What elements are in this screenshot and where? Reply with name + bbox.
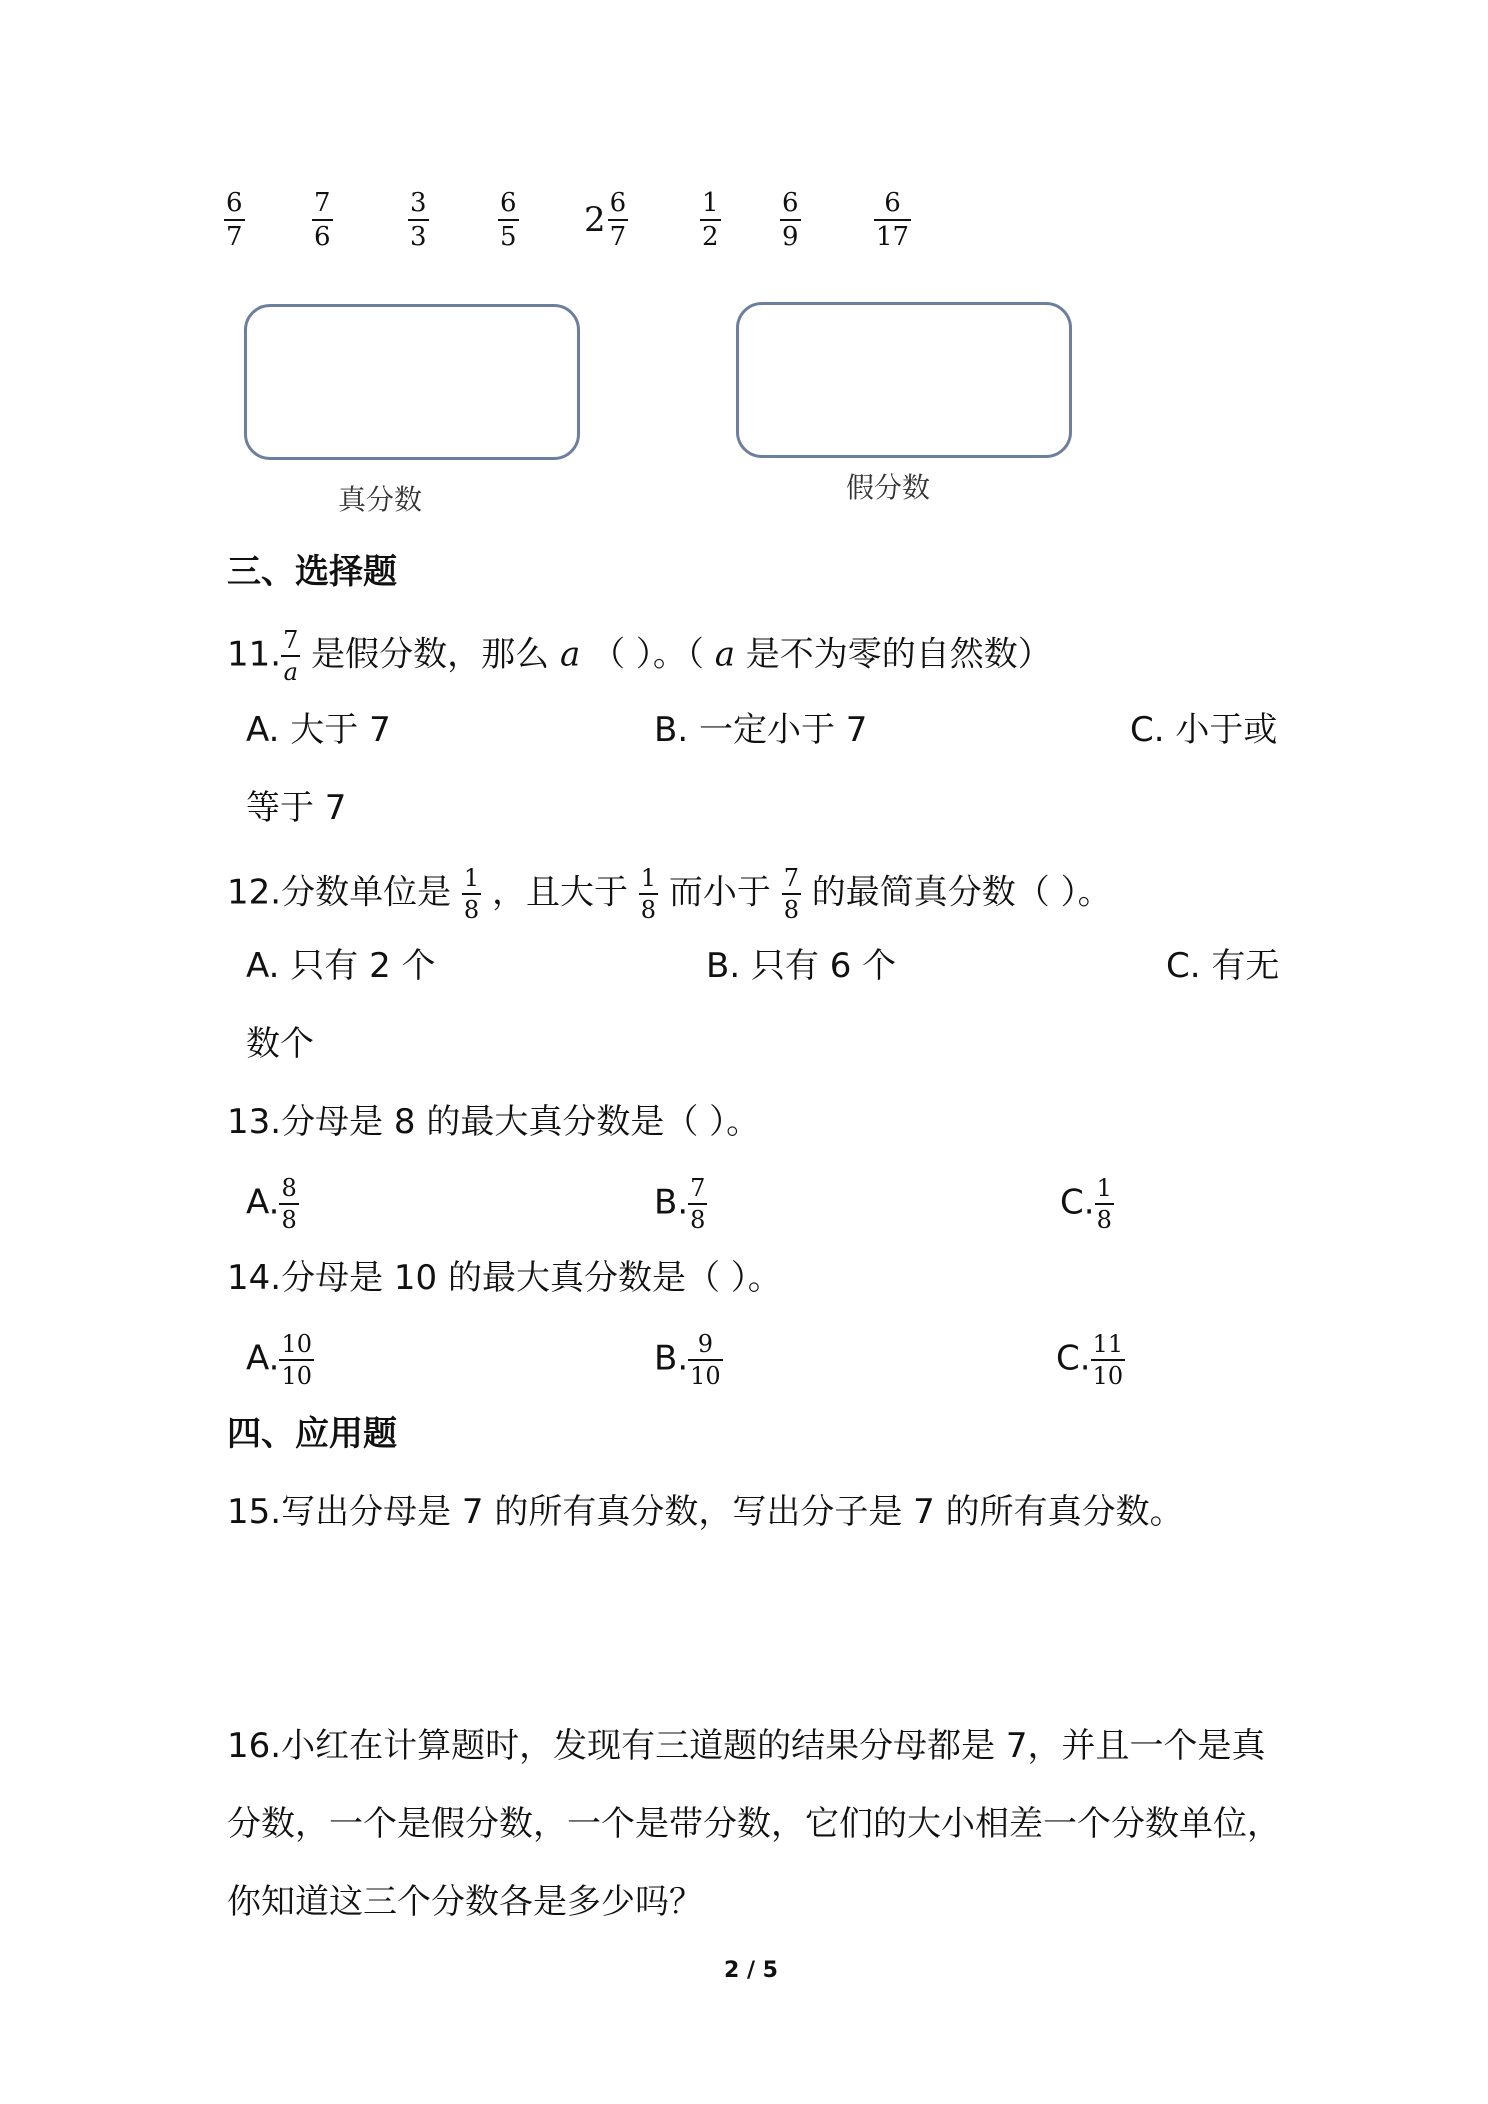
q11-text-1: 是假分数，那么	[300, 634, 560, 675]
fraction-numerator: 3	[410, 188, 427, 218]
fraction	[224, 190, 245, 250]
q11-option-b: B. 一定小于 7	[654, 710, 868, 750]
section-4-title: 四、应用题	[227, 1414, 397, 1454]
fraction	[312, 190, 333, 250]
fraction-denominator: 17	[876, 222, 910, 252]
fraction-denominator: 7	[226, 222, 243, 252]
fraction-whole-part: 2	[584, 200, 606, 240]
fraction-numerator: 6	[782, 188, 799, 218]
q12-option-b: B. 只有 6 个	[706, 946, 897, 986]
q11-text-2: （ ）。（	[580, 634, 715, 675]
q13-option-c: C. $\frac{1}{8}$	[1060, 1174, 1112, 1234]
q14-option-b: B. $\frac{9}{10}$	[654, 1330, 721, 1390]
q11-var-a-2: a	[714, 634, 735, 675]
fraction-denominator: 2	[702, 222, 719, 252]
fraction-item	[224, 190, 245, 250]
fraction	[780, 190, 801, 250]
q11-option-c: C. 小于或	[1130, 710, 1278, 750]
fraction-item	[408, 190, 429, 250]
fraction-numerator: 6	[884, 188, 901, 218]
proper-fraction-label: 真分数	[338, 483, 423, 516]
improper-fraction-label: 假分数	[846, 471, 931, 504]
question-16-line-1: 16.小红在计算题时，发现有三道题的结果分母都是 7，并且一个是真	[227, 1726, 1266, 1766]
proper-fraction-box	[244, 304, 580, 460]
section-3-title: 三、选择题	[227, 552, 397, 592]
q11-option-a: A. 大于 7	[246, 710, 391, 750]
fraction-denominator: 6	[314, 222, 331, 252]
fraction	[874, 190, 911, 250]
q13-option-b: B. $\frac{7}{8}$	[654, 1174, 706, 1234]
q11-text-3: 是不为零的自然数）	[734, 634, 1052, 675]
question-16-line-2: 分数，一个是假分数，一个是带分数，它们的大小相差一个分数单位，	[227, 1804, 1281, 1844]
q14-option-c: C. $\frac{11}{10}$	[1056, 1330, 1124, 1390]
fraction-numerator: 1	[702, 188, 719, 218]
q12-fraction-2: $\frac{1}{8}$	[640, 864, 657, 924]
question-16-line-3: 你知道这三个分数各是多少吗？	[227, 1882, 703, 1922]
q11-number: 11.	[227, 634, 282, 675]
q12-fraction-1: $\frac{1}{8}$	[463, 864, 480, 924]
fraction-item	[780, 190, 801, 250]
q12-option-c: C. 有无	[1166, 946, 1280, 986]
fraction-numerator: 6	[500, 188, 517, 218]
q12-option-c-cont: 数个	[246, 1024, 314, 1064]
fraction-denominator: 7	[609, 222, 627, 252]
q13-option-a: A. $\frac{8}{8}$	[246, 1174, 297, 1234]
question-11	[227, 628, 1052, 684]
fraction-numerator: 7	[314, 188, 331, 218]
improper-fraction-box	[736, 302, 1072, 458]
fraction-numerator: 6	[226, 188, 243, 218]
fraction-denominator: 3	[410, 222, 427, 252]
fraction-numerator: 6	[609, 188, 627, 218]
question-13: 13.分母是 8 的最大真分数是（ ）。	[227, 1102, 761, 1142]
q12-option-a: A. 只有 2 个	[246, 946, 436, 986]
question-14: 14.分母是 10 的最大真分数是（ ）。	[227, 1258, 782, 1298]
fraction	[608, 190, 629, 250]
fraction-item	[498, 190, 519, 250]
page-number: 2 / 5	[724, 1958, 778, 1983]
question-12: 12.分数单位是 $\frac{1}{8}$ ，且大于 $\frac{1}{8}$ 而小于 $\frac{7}{8}$ 的最简真分数（ ）。	[227, 864, 1112, 924]
fraction-item	[584, 190, 628, 250]
fraction-denominator: 5	[500, 222, 517, 252]
fraction-item	[874, 190, 911, 250]
fraction-item	[312, 190, 333, 250]
fraction	[700, 190, 721, 250]
fraction-item	[700, 190, 721, 250]
fraction	[408, 190, 429, 250]
q11-var-a: a	[559, 634, 581, 675]
q11-fraction: $\frac{7}{a}$	[283, 626, 299, 686]
q12-fraction-3: $\frac{7}{8}$	[783, 864, 799, 924]
question-15: 15.写出分母是 7 的所有真分数，写出分子是 7 的所有真分数。	[227, 1492, 1184, 1532]
fraction-denominator: 9	[782, 222, 799, 252]
fraction	[498, 190, 519, 250]
q14-option-a: A. $\frac{10}{10}$	[246, 1330, 313, 1390]
q11-option-c-cont: 等于 7	[246, 788, 347, 828]
